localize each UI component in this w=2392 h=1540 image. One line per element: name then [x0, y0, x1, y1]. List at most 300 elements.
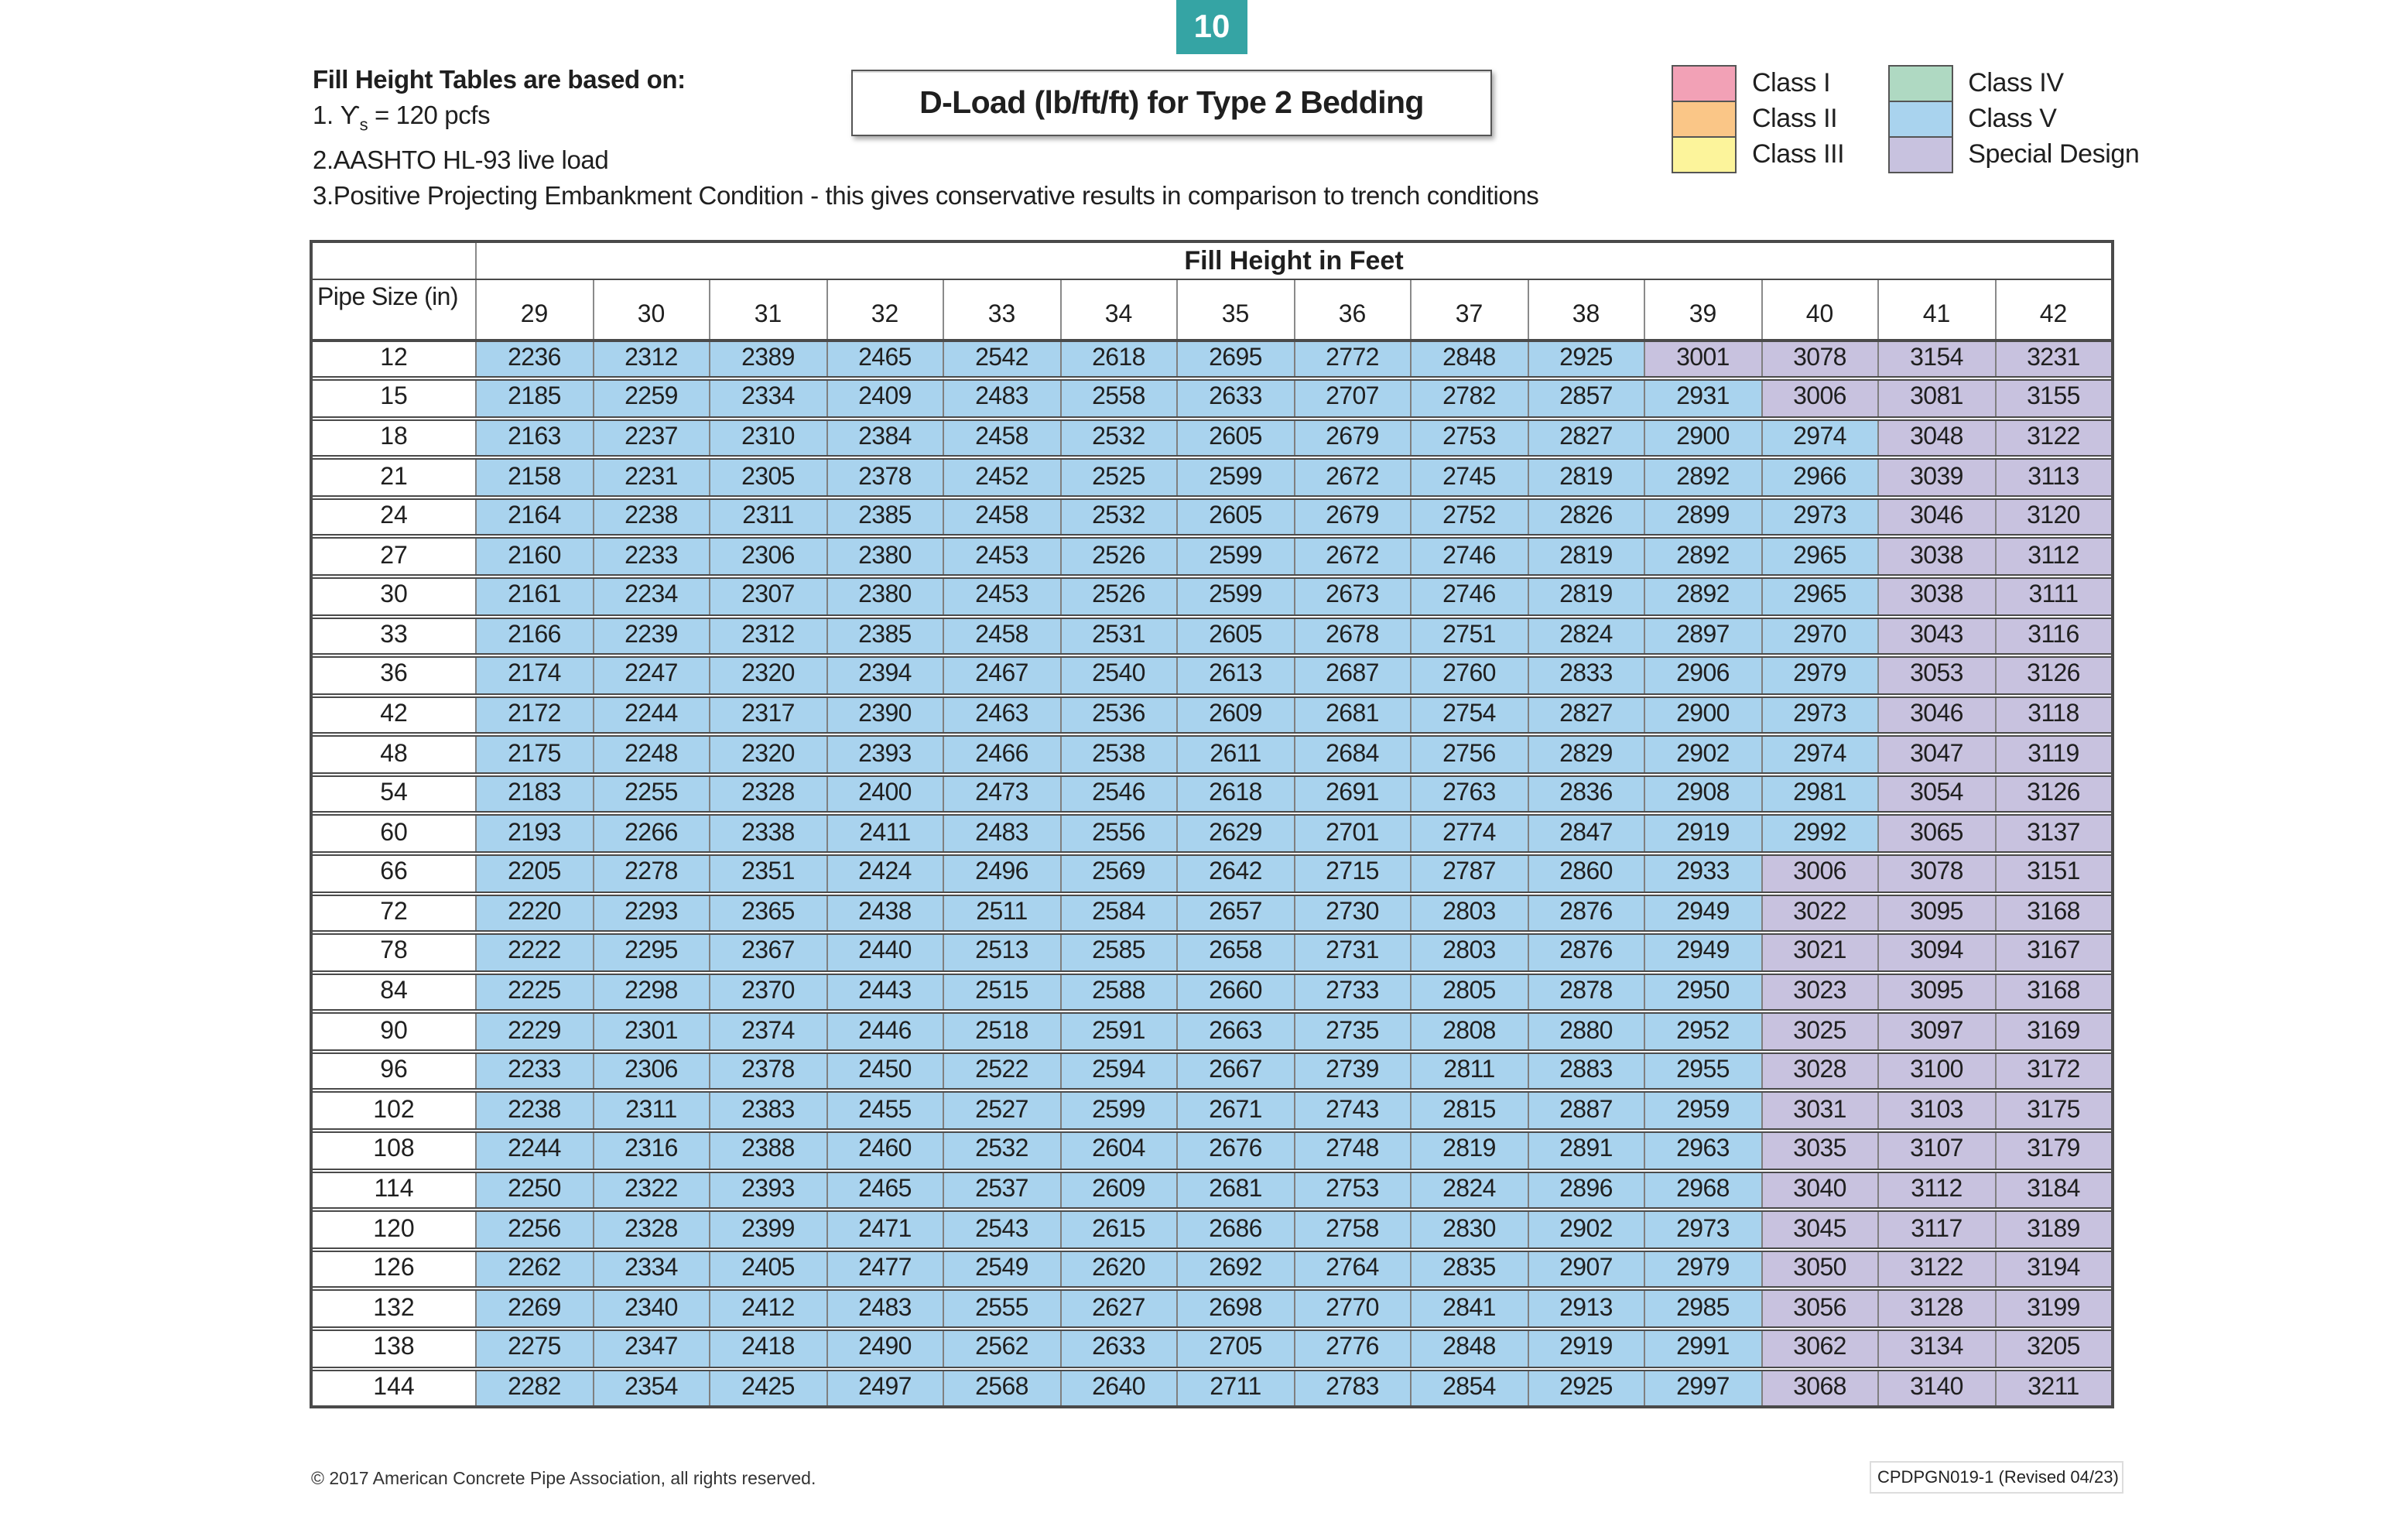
dload-cell: 2745 [1410, 460, 1527, 495]
dload-cell: 3021 [1761, 935, 1877, 970]
dload-cell: 2532 [1059, 500, 1176, 535]
legend-column-1 [1672, 65, 1844, 173]
dload-cell: 2310 [709, 420, 826, 455]
dload-cell: 2328 [709, 777, 826, 812]
dload-cell: 2827 [1527, 697, 1644, 732]
dload-cell: 2311 [592, 1093, 709, 1128]
pipe-size-cell: 30 [313, 579, 475, 614]
dload-cell: 2518 [943, 1015, 1059, 1049]
dload-cell: 2250 [475, 1172, 592, 1207]
dload-cell: 2686 [1176, 1212, 1293, 1247]
dload-cell: 2613 [1176, 658, 1293, 693]
class-3-label: Class III [1752, 139, 1845, 169]
dload-cell: 3126 [1994, 658, 2111, 693]
dload-cell: 2477 [826, 1252, 943, 1287]
table-row [313, 341, 2111, 381]
dload-cell: 2965 [1761, 579, 1877, 614]
dload-cell: 2174 [475, 658, 592, 693]
dload-cell: 2562 [943, 1331, 1059, 1366]
dload-cell: 2896 [1527, 1172, 1644, 1207]
dload-cell: 2259 [592, 381, 709, 416]
legend-swatch-stack-2 [1887, 65, 1952, 173]
dload-cell: 2731 [1293, 935, 1410, 970]
dload-cell: 2857 [1527, 381, 1644, 416]
dload-cell: 2405 [709, 1252, 826, 1287]
pipe-size-cell: 132 [313, 1292, 475, 1326]
dload-cell: 2466 [943, 737, 1059, 772]
dload-cell: 2531 [1059, 618, 1176, 653]
dload-cell: 2973 [1761, 697, 1877, 732]
table-title: Fill Height in Feet [475, 243, 2111, 279]
dload-cell: 2473 [943, 777, 1059, 812]
dload-cell: 3035 [1761, 1133, 1877, 1168]
dload-cell: 2739 [1293, 1054, 1410, 1089]
dload-cell: 2658 [1176, 935, 1293, 970]
dload-cell: 2830 [1410, 1212, 1527, 1247]
dload-cell: 2642 [1176, 856, 1293, 891]
note-1-rest: = 120 pcfs [368, 102, 491, 130]
dload-cell: 3001 [1644, 341, 1761, 376]
gamma-subscript: s [359, 116, 368, 135]
table-row [313, 1252, 2111, 1292]
dload-cell: 2605 [1176, 618, 1293, 653]
dload-cell: 2443 [826, 975, 943, 1010]
dload-cell: 2440 [826, 935, 943, 970]
dload-cell: 3046 [1877, 697, 1994, 732]
table-row [313, 460, 2111, 499]
dload-cell: 3168 [1994, 895, 2111, 930]
dload-cell: 2511 [943, 895, 1059, 930]
dload-cell: 2306 [709, 539, 826, 574]
dload-cell: 2707 [1293, 381, 1410, 416]
dload-cell: 2746 [1410, 579, 1527, 614]
dload-cell: 2711 [1176, 1371, 1293, 1405]
dload-cell: 3122 [1877, 1252, 1994, 1287]
dload-cell: 2876 [1527, 935, 1644, 970]
dload-cell: 2532 [943, 1133, 1059, 1168]
dload-cell: 2320 [709, 658, 826, 693]
dload-cell: 2384 [826, 420, 943, 455]
dload-cell: 3095 [1877, 895, 1994, 930]
dload-cell: 3117 [1877, 1212, 1994, 1247]
dload-cell: 2161 [475, 579, 592, 614]
dload-cell: 2334 [592, 1252, 709, 1287]
dload-cell: 2185 [475, 381, 592, 416]
dload-cell: 2233 [592, 539, 709, 574]
pipe-size-cell: 66 [313, 856, 475, 891]
dload-cell: 2460 [826, 1133, 943, 1168]
dload-cell: 2166 [475, 618, 592, 653]
table-row [313, 1133, 2111, 1172]
dload-cell: 3113 [1994, 460, 2111, 495]
dload-cell: 2758 [1293, 1212, 1410, 1247]
dload-cell: 2546 [1059, 777, 1176, 812]
dload-cell: 2919 [1644, 816, 1761, 851]
dload-cell: 2248 [592, 737, 709, 772]
dload-cell: 2764 [1293, 1252, 1410, 1287]
fill-height-column-header: 31 [709, 280, 826, 338]
dload-cell: 2891 [1527, 1133, 1644, 1168]
dload-cell: 2513 [943, 935, 1059, 970]
dload-cell: 2266 [592, 816, 709, 851]
pipe-size-cell: 36 [313, 658, 475, 693]
pipe-size-cell: 126 [313, 1252, 475, 1287]
dload-cell: 2399 [709, 1212, 826, 1247]
fill-height-column-header: 34 [1059, 280, 1176, 338]
page-title: D-Load (lb/ft/ft) for Type 2 Bedding [851, 70, 1492, 136]
legend-labels-2 [1968, 65, 2139, 173]
dload-cell: 2316 [592, 1133, 709, 1168]
dload-cell: 2558 [1059, 381, 1176, 416]
class-5-swatch [1889, 102, 1951, 138]
dload-cell: 2255 [592, 777, 709, 812]
dload-cell: 3211 [1994, 1371, 2111, 1405]
table-row [313, 658, 2111, 697]
dload-cell: 3078 [1877, 856, 1994, 891]
dload-cell: 2496 [943, 856, 1059, 891]
dload-cell: 3050 [1761, 1252, 1877, 1287]
dload-cell: 2588 [1059, 975, 1176, 1010]
dload-cell: 3062 [1761, 1331, 1877, 1366]
dload-cell: 2979 [1761, 658, 1877, 693]
dload-cell: 3094 [1877, 935, 1994, 970]
table-row [313, 697, 2111, 737]
dload-cell: 2374 [709, 1015, 826, 1049]
dload-cell: 2925 [1527, 341, 1644, 376]
dload-cell: 2225 [475, 975, 592, 1010]
dload-cell: 2836 [1527, 777, 1644, 812]
dload-cell: 2380 [826, 579, 943, 614]
dload-cell: 2887 [1527, 1093, 1644, 1128]
dload-cell: 2992 [1761, 816, 1877, 851]
dload-cell: 2715 [1293, 856, 1410, 891]
dload-cell: 2667 [1176, 1054, 1293, 1089]
dload-cell: 2754 [1410, 697, 1527, 732]
dload-cell: 3103 [1877, 1093, 1994, 1128]
dload-cell: 2458 [943, 500, 1059, 535]
dload-cell: 2380 [826, 539, 943, 574]
dload-cell: 2618 [1176, 777, 1293, 812]
pipe-size-cell: 102 [313, 1093, 475, 1128]
dload-cell: 2753 [1410, 420, 1527, 455]
pipe-size-cell: 120 [313, 1212, 475, 1247]
dload-cell: 2164 [475, 500, 592, 535]
dload-cell: 2483 [826, 1292, 943, 1326]
dload-cell: 2756 [1410, 737, 1527, 772]
dload-cell: 3154 [1877, 341, 1994, 376]
dload-cell: 2385 [826, 500, 943, 535]
dload-cell: 2425 [709, 1371, 826, 1405]
dload-cell: 2819 [1527, 579, 1644, 614]
dload-cell: 2949 [1644, 895, 1761, 930]
dload-cell: 2525 [1059, 460, 1176, 495]
dload-cell: 2347 [592, 1331, 709, 1366]
dload-cell: 2657 [1176, 895, 1293, 930]
pipe-size-header: Pipe Size (in) [317, 285, 458, 311]
table-row [313, 500, 2111, 539]
dload-cell: 2383 [709, 1093, 826, 1128]
dload-cell: 2160 [475, 539, 592, 574]
dload-cell: 2829 [1527, 737, 1644, 772]
dload-cell: 2394 [826, 658, 943, 693]
dload-cell: 2907 [1527, 1252, 1644, 1287]
dload-cell: 2974 [1761, 420, 1877, 455]
dload-cell: 2400 [826, 777, 943, 812]
dload-cell: 2673 [1293, 579, 1410, 614]
pipe-size-cell: 114 [313, 1172, 475, 1207]
dload-cell: 3023 [1761, 975, 1877, 1010]
dload-cell: 2471 [826, 1212, 943, 1247]
pipe-size-cell: 90 [313, 1015, 475, 1049]
dload-cell: 2878 [1527, 975, 1644, 1010]
dload-cell: 3043 [1877, 618, 1994, 653]
pipe-size-cell: 27 [313, 539, 475, 574]
dload-cell: 3112 [1877, 1172, 1994, 1207]
dload-cell: 2412 [709, 1292, 826, 1326]
dload-cell: 2952 [1644, 1015, 1761, 1049]
pipe-size-cell: 84 [313, 975, 475, 1010]
dload-cell: 2698 [1176, 1292, 1293, 1326]
dload-cell: 3022 [1761, 895, 1877, 930]
dload-cell: 3046 [1877, 500, 1994, 535]
dload-cell: 3065 [1877, 816, 1994, 851]
dload-cell: 2819 [1527, 539, 1644, 574]
dload-cell: 2418 [709, 1331, 826, 1366]
table-row [313, 737, 2111, 777]
dload-cell: 2902 [1644, 737, 1761, 772]
dload-cell: 2370 [709, 975, 826, 1010]
dload-cell: 2965 [1761, 539, 1877, 574]
dload-cell: 2640 [1059, 1371, 1176, 1405]
dload-cell: 2256 [475, 1212, 592, 1247]
dload-cell: 2684 [1293, 737, 1410, 772]
dload-cell: 2497 [826, 1371, 943, 1405]
dload-cell: 2236 [475, 341, 592, 376]
gamma-symbol: ϒ [340, 102, 360, 130]
dload-cell: 2824 [1527, 618, 1644, 653]
dload-cell: 2438 [826, 895, 943, 930]
dload-cell: 2549 [943, 1252, 1059, 1287]
pipe-size-cell: 24 [313, 500, 475, 535]
dload-cell: 2584 [1059, 895, 1176, 930]
dload-cell: 2409 [826, 381, 943, 416]
dload-cell: 2385 [826, 618, 943, 653]
dload-cell: 2803 [1410, 935, 1527, 970]
dload-cell: 3100 [1877, 1054, 1994, 1089]
dload-cell: 3169 [1994, 1015, 2111, 1049]
dload-cell: 2663 [1176, 1015, 1293, 1049]
dload-cell: 3137 [1994, 816, 2111, 851]
dload-cell: 3116 [1994, 618, 2111, 653]
dload-cell: 2973 [1761, 500, 1877, 535]
dload-cell: 2931 [1644, 381, 1761, 416]
note-1-prefix: 1. [313, 102, 340, 130]
dload-cell: 3140 [1877, 1371, 1994, 1405]
dload-cell: 2526 [1059, 539, 1176, 574]
dload-cell: 2672 [1293, 539, 1410, 574]
dload-cell: 3039 [1877, 460, 1994, 495]
dload-cell: 2949 [1644, 935, 1761, 970]
pipe-size-cell: 42 [313, 697, 475, 732]
dload-cell: 3054 [1877, 777, 1994, 812]
dload-cell: 2599 [1059, 1093, 1176, 1128]
dload-cell: 2237 [592, 420, 709, 455]
dload-cell: 2620 [1059, 1252, 1176, 1287]
dload-cell: 2847 [1527, 816, 1644, 851]
dload-cell: 2833 [1527, 658, 1644, 693]
pipe-size-cell: 138 [313, 1331, 475, 1366]
pipe-size-cell: 48 [313, 737, 475, 772]
pipe-size-cell: 15 [313, 381, 475, 416]
legend-swatch-stack-1 [1672, 65, 1737, 173]
dload-cell: 3056 [1761, 1292, 1877, 1326]
dload-cell: 2543 [943, 1212, 1059, 1247]
dload-cell: 2239 [592, 618, 709, 653]
dload-cell: 3031 [1761, 1093, 1877, 1128]
dload-cell: 2193 [475, 816, 592, 851]
dload-cell: 2970 [1761, 618, 1877, 653]
class-2-label: Class II [1752, 103, 1838, 133]
dload-cell: 2826 [1527, 500, 1644, 535]
dload-cell: 2824 [1410, 1172, 1527, 1207]
table-row [313, 539, 2111, 579]
pipe-size-cell: 72 [313, 895, 475, 930]
fill-height-table [310, 240, 2114, 1408]
dload-cell: 2811 [1410, 1054, 1527, 1089]
dload-cell: 3120 [1994, 500, 2111, 535]
dload-cell: 2897 [1644, 618, 1761, 653]
dload-cell: 2351 [709, 856, 826, 891]
dload-cell: 2295 [592, 935, 709, 970]
dload-cell: 2378 [826, 460, 943, 495]
pipe-size-cell: 60 [313, 816, 475, 851]
dload-cell: 2526 [1059, 579, 1176, 614]
page-number-badge: 10 [1176, 0, 1247, 54]
dload-cell: 2808 [1410, 1015, 1527, 1049]
dload-cell: 2463 [943, 697, 1059, 732]
dload-cell: 2388 [709, 1133, 826, 1168]
dload-cell: 2705 [1176, 1331, 1293, 1366]
table-row [313, 895, 2111, 935]
table-row [313, 1172, 2111, 1212]
dload-cell: 3068 [1761, 1371, 1877, 1405]
class-4-label: Class IV [1968, 67, 2064, 98]
dload-cell: 2900 [1644, 420, 1761, 455]
dload-cell: 2743 [1293, 1093, 1410, 1128]
dload-cell: 2172 [475, 697, 592, 732]
dload-cell: 3231 [1994, 341, 2111, 376]
table-row [313, 777, 2111, 816]
table-row [313, 856, 2111, 895]
dload-cell: 2604 [1059, 1133, 1176, 1168]
dload-cell: 2900 [1644, 697, 1761, 732]
dload-cell: 2312 [592, 341, 709, 376]
dload-cell: 2609 [1176, 697, 1293, 732]
copyright-text: © 2017 American Concrete Pipe Association, all rights reserved. [311, 1470, 816, 1489]
dload-cell: 2854 [1410, 1371, 1527, 1405]
dload-cell: 3081 [1877, 381, 1994, 416]
class-2-swatch [1673, 102, 1735, 138]
note-live-load: 2.AASHTO HL-93 live load [313, 147, 609, 176]
table-row [313, 1212, 2111, 1251]
dload-cell: 2633 [1059, 1331, 1176, 1366]
dload-cell: 2220 [475, 895, 592, 930]
dload-cell: 2633 [1176, 381, 1293, 416]
table-row [313, 1015, 2111, 1054]
dload-cell: 2555 [943, 1292, 1059, 1326]
dload-cell: 2390 [826, 697, 943, 732]
dload-cell: 2783 [1293, 1371, 1410, 1405]
pipe-size-cell: 33 [313, 618, 475, 653]
dload-cell: 2730 [1293, 895, 1410, 930]
table-row [313, 975, 2111, 1015]
dload-cell: 2599 [1176, 539, 1293, 574]
dload-cell: 3006 [1761, 856, 1877, 891]
table-row [313, 618, 2111, 658]
dload-cell: 2782 [1410, 381, 1527, 416]
dload-cell: 2334 [709, 381, 826, 416]
dload-cell: 3038 [1877, 539, 1994, 574]
pipe-size-cell: 18 [313, 420, 475, 455]
table-row [313, 579, 2111, 618]
dload-cell: 2880 [1527, 1015, 1644, 1049]
dload-cell: 2538 [1059, 737, 1176, 772]
class-5-label: Class V [1968, 103, 2057, 133]
dload-cell: 2679 [1293, 500, 1410, 535]
dload-cell: 2467 [943, 658, 1059, 693]
dload-cell: 2317 [709, 697, 826, 732]
dload-cell: 2301 [592, 1015, 709, 1049]
dload-cell: 2899 [1644, 500, 1761, 535]
dload-cell: 2746 [1410, 539, 1527, 574]
dload-cell: 2815 [1410, 1093, 1527, 1128]
dload-cell: 2569 [1059, 856, 1176, 891]
dload-cell: 2687 [1293, 658, 1410, 693]
dload-cell: 2453 [943, 579, 1059, 614]
dload-cell: 3172 [1994, 1054, 2111, 1089]
dload-cell: 2955 [1644, 1054, 1761, 1089]
dload-cell: 3189 [1994, 1212, 2111, 1247]
dload-cell: 2933 [1644, 856, 1761, 891]
dload-cell: 2163 [475, 420, 592, 455]
dload-cell: 2605 [1176, 420, 1293, 455]
dload-cell: 2676 [1176, 1133, 1293, 1168]
fill-height-column-header: 40 [1761, 280, 1877, 338]
dload-cell: 2338 [709, 816, 826, 851]
dload-cell: 2453 [943, 539, 1059, 574]
dload-cell: 2238 [475, 1093, 592, 1128]
dload-cell: 3028 [1761, 1054, 1877, 1089]
dload-cell: 2527 [943, 1093, 1059, 1128]
fill-height-column-header: 32 [826, 280, 943, 338]
table-row [313, 816, 2111, 856]
fill-height-column-header: 30 [592, 280, 709, 338]
dload-cell: 2247 [592, 658, 709, 693]
dload-cell: 2599 [1176, 460, 1293, 495]
dload-cell: 2805 [1410, 975, 1527, 1010]
dload-cell: 2532 [1059, 420, 1176, 455]
dload-cell: 2393 [826, 737, 943, 772]
dload-cell: 2458 [943, 420, 1059, 455]
class-3-swatch [1673, 138, 1735, 172]
dload-cell: 3048 [1877, 420, 1994, 455]
dload-cell: 2906 [1644, 658, 1761, 693]
dload-cell: 2966 [1761, 460, 1877, 495]
pipe-size-cell: 12 [313, 341, 475, 376]
fill-height-column-header: 39 [1644, 280, 1761, 338]
dload-cell: 2827 [1527, 420, 1644, 455]
dload-cell: 2515 [943, 975, 1059, 1010]
